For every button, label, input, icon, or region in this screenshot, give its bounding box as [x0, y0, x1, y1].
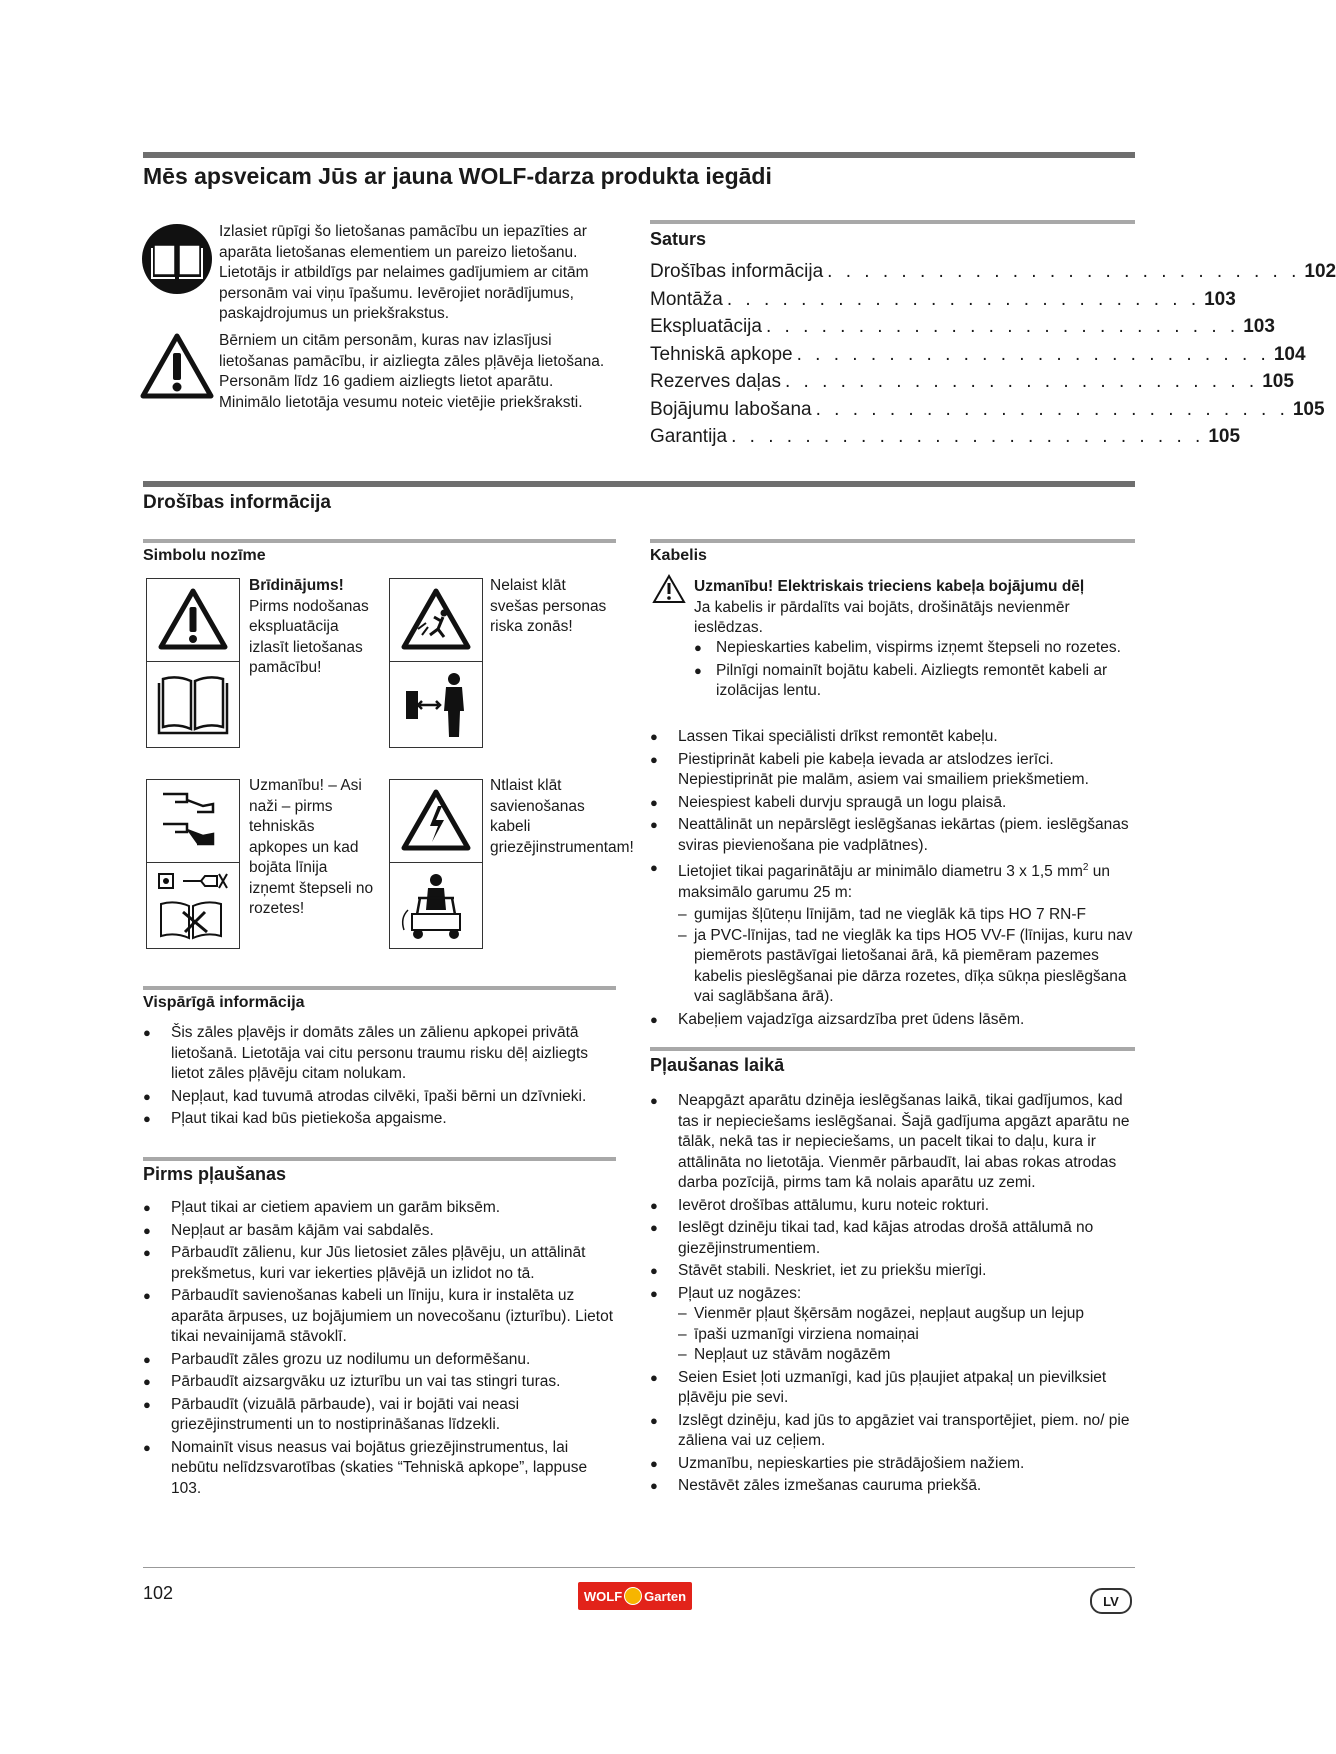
symbols-title: Simbolu nozīme: [143, 547, 266, 564]
list-item: ● Pārbaudīt aizsargvāku uz izturību un vai tas stingri turas.: [143, 1372, 616, 1393]
language-badge: LV: [1090, 1588, 1132, 1614]
warning-triangle-icon: [157, 587, 229, 651]
electric-shock-icon: [400, 788, 472, 852]
list-item: ● Pilnīgi nomainīt bojātu kabeli. Aizliegts remontēt kabeli ar izolācijas lentu.: [658, 661, 1135, 702]
unplug-manual-icon: [153, 868, 233, 944]
symbol-keep-bystanders-away: [389, 578, 483, 748]
toc-list: [650, 258, 1336, 451]
toc-page: 104: [1273, 343, 1306, 365]
general-list: [143, 1023, 616, 1132]
symbol-4-text: Ntlaist klāt savienošanas kabeli griezējinstrumentam!: [490, 777, 634, 856]
book-icon: [141, 223, 213, 295]
safety-title: Drošības informācija: [143, 492, 331, 513]
header-rule: [143, 152, 1135, 158]
before-title: Pirms pļaušanas: [143, 1164, 287, 1184]
toc-row[interactable]: Garantija . . . . . . . . . . . . . . . . . . . . . . . . . . 105: [650, 423, 1135, 451]
list-item: ● Lassen Tikai speciālisti drīkst remontēt kabeļu.: [650, 727, 1135, 748]
toc-label: Montāža: [650, 288, 723, 310]
toc-row[interactable]: Montāža . . . . . . . . . . . . . . . . . . . . . . . . . . 103: [650, 286, 1135, 314]
general-title: Vispārīgā informācija: [143, 994, 305, 1011]
symbol-3-text: Uzmanību! – Asi naži – pirms tehniskās apkopes un kad bojāta līnija izņemt štepseli no rozetes!: [249, 777, 374, 917]
toc-page: 103: [1243, 316, 1275, 337]
wolf-head-icon: [624, 1587, 642, 1605]
symbol-warning-read-manual: [146, 578, 240, 748]
wolf-garten-logo: [578, 1582, 692, 1610]
toc-page: 102: [1304, 261, 1336, 282]
toc-page: 103: [1204, 288, 1236, 310]
footer-rule: [143, 1567, 1135, 1568]
list-item: ● Nomainīt visus neasus vai bojātus griezējinstrumentus, lai nebūtu nelīdzsvarotības (skaties “Tehniskā apkope”, lappuse 103.: [143, 1438, 616, 1500]
slope-dash-list: [678, 1304, 1135, 1366]
thrown-object-warning-icon: [400, 587, 472, 651]
toc-label: Bojājumu labošana: [650, 398, 812, 420]
toc-row[interactable]: Tehniskā apkope . . . . . . . . . . . . . . . . . . . . . . . . . . 104: [650, 341, 1135, 369]
toc-row[interactable]: Ekspluatācija . . . . . . . . . . . . . . . . . . . . . . . . . . 103: [650, 313, 1135, 341]
list-item: ● Ieslēgt dzinēju tikai tad, kad kājas atrodas drošā attālumā no giezējinstrumentiem.: [650, 1218, 1135, 1259]
toc-label: Drošības informācija: [650, 261, 824, 282]
toc-label: Garantija: [650, 426, 728, 447]
toc-row[interactable]: Drošības informācija . . . . . . . . . . . . . . . . . . . . . . . . . . 102: [650, 258, 1135, 286]
toc-row[interactable]: Rezerves daļas . . . . . . . . . . . . . . . . . . . . . . . . . . 105: [650, 368, 1135, 396]
logo-wolf: WOLF: [583, 1588, 623, 1604]
sharp-blades-icon: [157, 788, 229, 858]
list-item: – Nepļaut uz stāvām nogāzēm: [678, 1345, 1135, 1366]
intro-paragraph-1: Izlasiet rūpīgi šo lietošanas pamācību un iepazīties ar aparāta lietošanas elementiem un pareizo lietošanu. Lietotājs ir atbildīgs par nelaimes gadījumiem ar citām personām vai viņu īpašumu. Ievērojiet norādījumus, paskajdrojumus un priekšrakstus.: [219, 223, 589, 322]
cable-warning: [694, 577, 1134, 639]
list-item: ● Ievērot drošības attālumu, kuru noteic rokturi.: [650, 1196, 1135, 1217]
person-distance-icon: [398, 669, 474, 741]
warning-triangle-icon: [141, 333, 213, 399]
mowing-title: Pļaušanas laikā: [650, 1055, 785, 1075]
toc-label: Rezerves daļas: [650, 371, 781, 392]
list-item: ● Kabeļiem vajadzīga aizsardzība pret ūdens lāsēm.: [650, 1010, 1135, 1031]
list-item: ● Pļaut tikai ar cietiem apaviem un garām biksēm.: [143, 1198, 616, 1219]
list-item: ● Neattālināt un nepārslēgt ieslēgšanas iekārtas (piem. ieslēgšanas sviras pievienošana pie vadplātnes).: [650, 815, 1135, 856]
list-item: ● Neapgāzt aparātu dzinēja ieslēgšanas laikā, tikai gadījumos, kad tas ir nepieciešams ieslēgšanai. Šajā gadījuma apgāzt aparātu ne tālāk, nekā tas ir nepieciešams, un pacelt tikai to daļu, kura ir attālināta no lietotāja. Vienmēr pārbaudīt, lai abas rokas atrodas darba pozīcijā, pirms tam kā nolais aparātu uz zemi.: [650, 1091, 1135, 1194]
extension-cable-item: [650, 858, 1135, 1008]
ext-sup: 2: [1082, 862, 1089, 873]
ext-text-2: un maksimālo garumu 25 m:: [678, 863, 1111, 901]
book-icon: [155, 671, 231, 737]
list-item: ● Uzmanību, nepieskarties pie strādājošiem nažiem.: [650, 1454, 1135, 1475]
list-item: ● Nepieskarties kabelim, vispirms izņemt štepseli no rozetes.: [658, 638, 1135, 659]
symbol-1-body: Pirms nodošanas ekspluatācija izlasīt lietošanas pamācību!: [249, 597, 369, 676]
warning-triangle-icon: [652, 574, 686, 604]
safety-rule: [143, 481, 1135, 487]
toc-title: Saturs: [650, 229, 707, 249]
general-rule: [143, 986, 616, 990]
symbol-unplug-before-maintenance: [146, 779, 240, 949]
symbol-keep-cable-away: [389, 779, 483, 949]
list-item: ● Stāvēt stabili. Neskriet, iet zu priekšu mierīgi.: [650, 1261, 1135, 1282]
toc-label: Ekspluatācija: [650, 316, 762, 337]
ext-dash-list: [678, 905, 1135, 1008]
symbol-1-bold: Brīdinājums!: [249, 577, 344, 594]
page-title: Mēs apsveicam Jūs ar jauna WOLF-darza produkta iegādi: [143, 163, 772, 189]
list-item: ● Parbaudīt zāles grozu uz nodilumu un deformēšanu.: [143, 1350, 616, 1371]
list-item: ● Pārbaudīt zālienu, kur Jūs lietosiet zāles pļāvēju, un attālināt prekšmetus, kuri var iekerties pļāvējā un izlidot no tā.: [143, 1243, 616, 1284]
mowing-list: [650, 1091, 1135, 1499]
slope-item: [650, 1284, 1135, 1366]
symbol-1-text: [249, 576, 369, 679]
intro-paragraph-2: Bērniem un citām personām, kuras nav izlasījusi lietošanas pamācību, ir aizliegta zāles pļāvēja lietošana. Personām līdz 16 gadiem aizliegts lietot aparātu. Minimālo lietotāja vesumu noteic vietējie priekšraksti.: [219, 332, 605, 411]
toc-rule: [650, 220, 1135, 224]
cable-title: Kabelis: [650, 547, 707, 564]
before-list: [143, 1198, 616, 1501]
slope-label: Pļaut uz nogāzes:: [678, 1284, 802, 1302]
list-item: – Vienmēr pļaut šķērsām nogāzei, nepļaut augšup un lejup: [678, 1304, 1135, 1325]
mower-cable-icon: [398, 870, 474, 942]
symbol-2-text: Nelaist klāt svešas personas riska zonās!: [490, 577, 607, 635]
symbols-rule: [143, 539, 616, 543]
cable-warning-list: [658, 638, 1135, 704]
list-item: – īpaši uzmanīgi virziena nomaiņai: [678, 1325, 1135, 1346]
list-item: ● Nepļaut, kad tuvumā atrodas cilvēki, īpaši bērni un dzīvnieki.: [143, 1087, 616, 1108]
list-item: – ja PVC-līnijas, tad ne vieglāk ka tips HO5 VV-F (līnijas, kuru nav piemērots pastāvīgai lietošanai ārā, kā piemēram pazemes kabelis pieslēgšanai pie dārza rozetes, dīķa sūkņa pieslēgšana vai saglābšana ārā).: [678, 926, 1135, 1008]
page-number: 102: [143, 1583, 174, 1603]
before-rule: [143, 1157, 616, 1161]
list-item: ● Neiespiest kabeli durvju spraugā un logu plaisā.: [650, 793, 1135, 814]
cable-list: [650, 727, 1135, 1032]
list-item: ● Pārbaudīt (vizuālā pārbaude), vai ir bojāti vai neasi griezējinstrumenti un to nostiprināšanas līdzekli.: [143, 1395, 616, 1436]
mowing-rule: [650, 1047, 1135, 1051]
toc-label: Tehniskā apkope: [650, 343, 793, 365]
list-item: ● Izslēgt dzinēju, kad jūs to apgāziet vai transportējiet, piem. no/ pie zāliena vai uz ceļiem.: [650, 1411, 1135, 1452]
list-item: ● Šis zāles pļavējs ir domāts zāles un zālienu apkopei privātā lietošanā. Lietotāja vai citu personu traumu risku dēļ aizliegts lietot zāles pļāvēju citam nolukam.: [143, 1023, 616, 1085]
cable-warning-bold: Uzmanību! Elektriskais trieciens kabeļa bojājumu dēļ: [694, 578, 1085, 595]
list-item: ● Seien Esiet ļoti uzmanīgi, kad jūs pļaujiet atpakaļ un pievilksiet pļāvēju pie sevi.: [650, 1368, 1135, 1409]
logo-garten: Garten: [644, 1588, 687, 1604]
list-item: ● Nepļaut ar basām kājām vai sabdalēs.: [143, 1221, 616, 1242]
list-item: ● Nestāvēt zāles izmešanas cauruma priekšā.: [650, 1476, 1135, 1497]
cable-warning-text: Ja kabelis ir pārdalīts vai bojāts, drošinātājs nevienmēr ieslēdzas.: [694, 598, 1070, 636]
list-item: ● Piestiprināt kabeli pie kabeļa ievada ar atslodzes ierīci. Nepiestiprināt pie malām, asiem vai smailiem priekšmetiem.: [650, 750, 1135, 791]
toc-page: 105: [1208, 426, 1241, 447]
toc-page: 105: [1292, 398, 1325, 420]
list-item: ● Pļaut tikai kad būs pietiekoša apgaisme.: [143, 1109, 616, 1130]
list-item: ● Pārbaudīt savienošanas kabeli un līniju, kura ir instalēta uz aparāta ārpuses, uz bojājumiem un novecošanu (izturību). Lietot tikai nevainijamā stāvoklī.: [143, 1286, 616, 1348]
ext-text: Lietojiet tikai pagarinātāju ar minimālo diametru 3 x 1,5 mm: [678, 863, 1083, 881]
list-item: – gumijas šļūteņu līnijām, tad ne vieglāk kā tips HO 7 RN-F: [678, 905, 1135, 926]
cable-rule: [650, 539, 1135, 543]
toc-page: 105: [1262, 371, 1294, 392]
toc-row[interactable]: Bojājumu labošana . . . . . . . . . . . . . . . . . . . . . . . . . . 105: [650, 396, 1135, 424]
